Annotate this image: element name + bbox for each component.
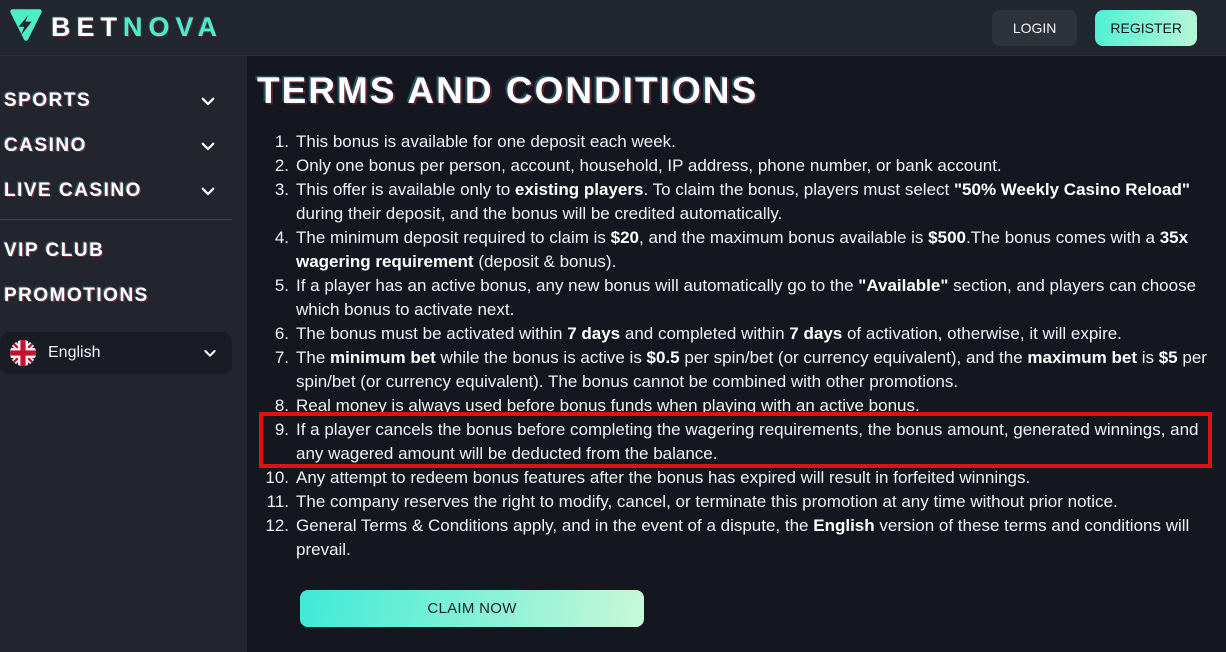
sidebar-item-promotions[interactable] bbox=[0, 273, 247, 318]
terms-list bbox=[257, 130, 1212, 562]
register-button[interactable]: REGISTER bbox=[1095, 10, 1197, 46]
term-number: 10. bbox=[265, 468, 289, 487]
sidebar-item-sports[interactable] bbox=[0, 78, 247, 123]
term-number: 11. bbox=[266, 492, 289, 511]
term-number: 12. bbox=[265, 516, 289, 535]
term-number: 1. bbox=[274, 132, 289, 151]
sidebar-item-casino[interactable] bbox=[0, 123, 247, 168]
brand-name bbox=[51, 12, 223, 43]
term-number: 9. bbox=[274, 420, 289, 439]
term-number: 3. bbox=[274, 180, 289, 199]
term-text: The company reserves the right to modify, cancel, or terminate this promotion at any time without prior notice. bbox=[296, 492, 1118, 511]
sidebar-item-label: PROMOTIONS bbox=[4, 284, 149, 306]
term-number: 7. bbox=[274, 348, 289, 367]
sidebar-item-vip-club[interactable] bbox=[0, 228, 247, 273]
top-header bbox=[0, 0, 1226, 56]
term-item-1 bbox=[257, 130, 1212, 154]
term-number: 2. bbox=[274, 156, 289, 175]
term-item-12 bbox=[257, 514, 1212, 562]
term-number: 8. bbox=[274, 396, 289, 415]
term-item-2 bbox=[257, 154, 1212, 178]
sidebar bbox=[0, 56, 247, 652]
term-text: This bonus is available for one deposit each week. bbox=[296, 132, 676, 151]
term-text: The minimum bet while the bonus is active is $0.5 per spin/bet (or currency equivalent), and the maximum bet is $5 per spin/bet (or currency equivalent). The bonus cannot be combined with other promotions. bbox=[296, 348, 1207, 391]
sidebar-nav-primary bbox=[0, 78, 247, 213]
main-content bbox=[247, 56, 1226, 652]
uk-flag-icon bbox=[10, 340, 36, 366]
page-title: TERMS AND CONDITIONS bbox=[257, 70, 759, 111]
term-text: The bonus must be activated within 7 days and completed within 7 days of activation, otherwise, it will expire. bbox=[296, 324, 1122, 343]
term-text: If a player cancels the bonus before completing the wagering requirements, the bonus amount, generated winnings, and any wagered amount will be deducted from the balance. bbox=[296, 420, 1199, 463]
header-actions bbox=[992, 10, 1197, 46]
term-item-8 bbox=[257, 394, 1212, 418]
language-selector[interactable] bbox=[0, 332, 232, 374]
term-text: This offer is available only to existing players. To claim the bonus, players must select "50% Weekly Casino Reload" during their deposit, and the bonus will be credited automatically. bbox=[296, 180, 1190, 223]
term-text: General Terms & Conditions apply, and in the event of a dispute, the English version of these terms and conditions will prevail. bbox=[296, 516, 1190, 559]
chevron-down-icon bbox=[199, 92, 217, 110]
language-label: English bbox=[48, 344, 101, 361]
page-layout bbox=[0, 56, 1226, 652]
claim-now-button[interactable]: CLAIM NOW bbox=[300, 590, 644, 627]
term-text: If a player has an active bonus, any new bonus will automatically go to the "Available" section, and players can choose which bonus to activate next. bbox=[296, 276, 1197, 319]
sidebar-item-label: CASINO bbox=[4, 134, 87, 156]
term-number: 4. bbox=[274, 228, 289, 247]
chevron-down-icon bbox=[202, 345, 218, 361]
term-item-9 bbox=[257, 418, 1212, 466]
term-item-7 bbox=[257, 346, 1212, 394]
term-item-11 bbox=[257, 490, 1212, 514]
term-item-10 bbox=[257, 466, 1212, 490]
brand-name-nova: NOVA bbox=[123, 12, 224, 42]
term-number: 5. bbox=[274, 276, 289, 295]
term-item-3 bbox=[257, 178, 1212, 226]
term-text: Real money is always used before bonus funds when playing with an active bonus. bbox=[296, 396, 920, 415]
sidebar-nav-secondary bbox=[0, 228, 247, 318]
term-number: 6. bbox=[274, 324, 289, 343]
term-text: Any attempt to redeem bonus features after the bonus has expired will result in forfeited winnings. bbox=[296, 468, 1031, 487]
betnova-v-bolt-icon bbox=[8, 7, 44, 48]
chevron-down-icon bbox=[199, 137, 217, 155]
term-text: The minimum deposit required to claim is $20, and the maximum bonus available is $500.The bonus comes with a 35x wagering requirement (deposit & bonus). bbox=[296, 228, 1189, 271]
brand-logo[interactable] bbox=[8, 7, 223, 48]
sidebar-item-label: VIP CLUB bbox=[4, 239, 105, 261]
brand-name-bet: BET bbox=[51, 12, 123, 42]
login-button[interactable]: LOGIN bbox=[992, 10, 1078, 46]
term-text: Only one bonus per person, account, household, IP address, phone number, or bank account. bbox=[296, 156, 1002, 175]
term-item-5 bbox=[257, 274, 1212, 322]
term-item-4 bbox=[257, 226, 1212, 274]
term-item-6 bbox=[257, 322, 1212, 346]
chevron-down-icon bbox=[199, 182, 217, 200]
sidebar-item-label: LIVE CASINO bbox=[4, 179, 142, 201]
sidebar-divider bbox=[0, 219, 232, 220]
sidebar-item-label: SPORTS bbox=[4, 89, 92, 111]
sidebar-item-live-casino[interactable] bbox=[0, 168, 247, 213]
